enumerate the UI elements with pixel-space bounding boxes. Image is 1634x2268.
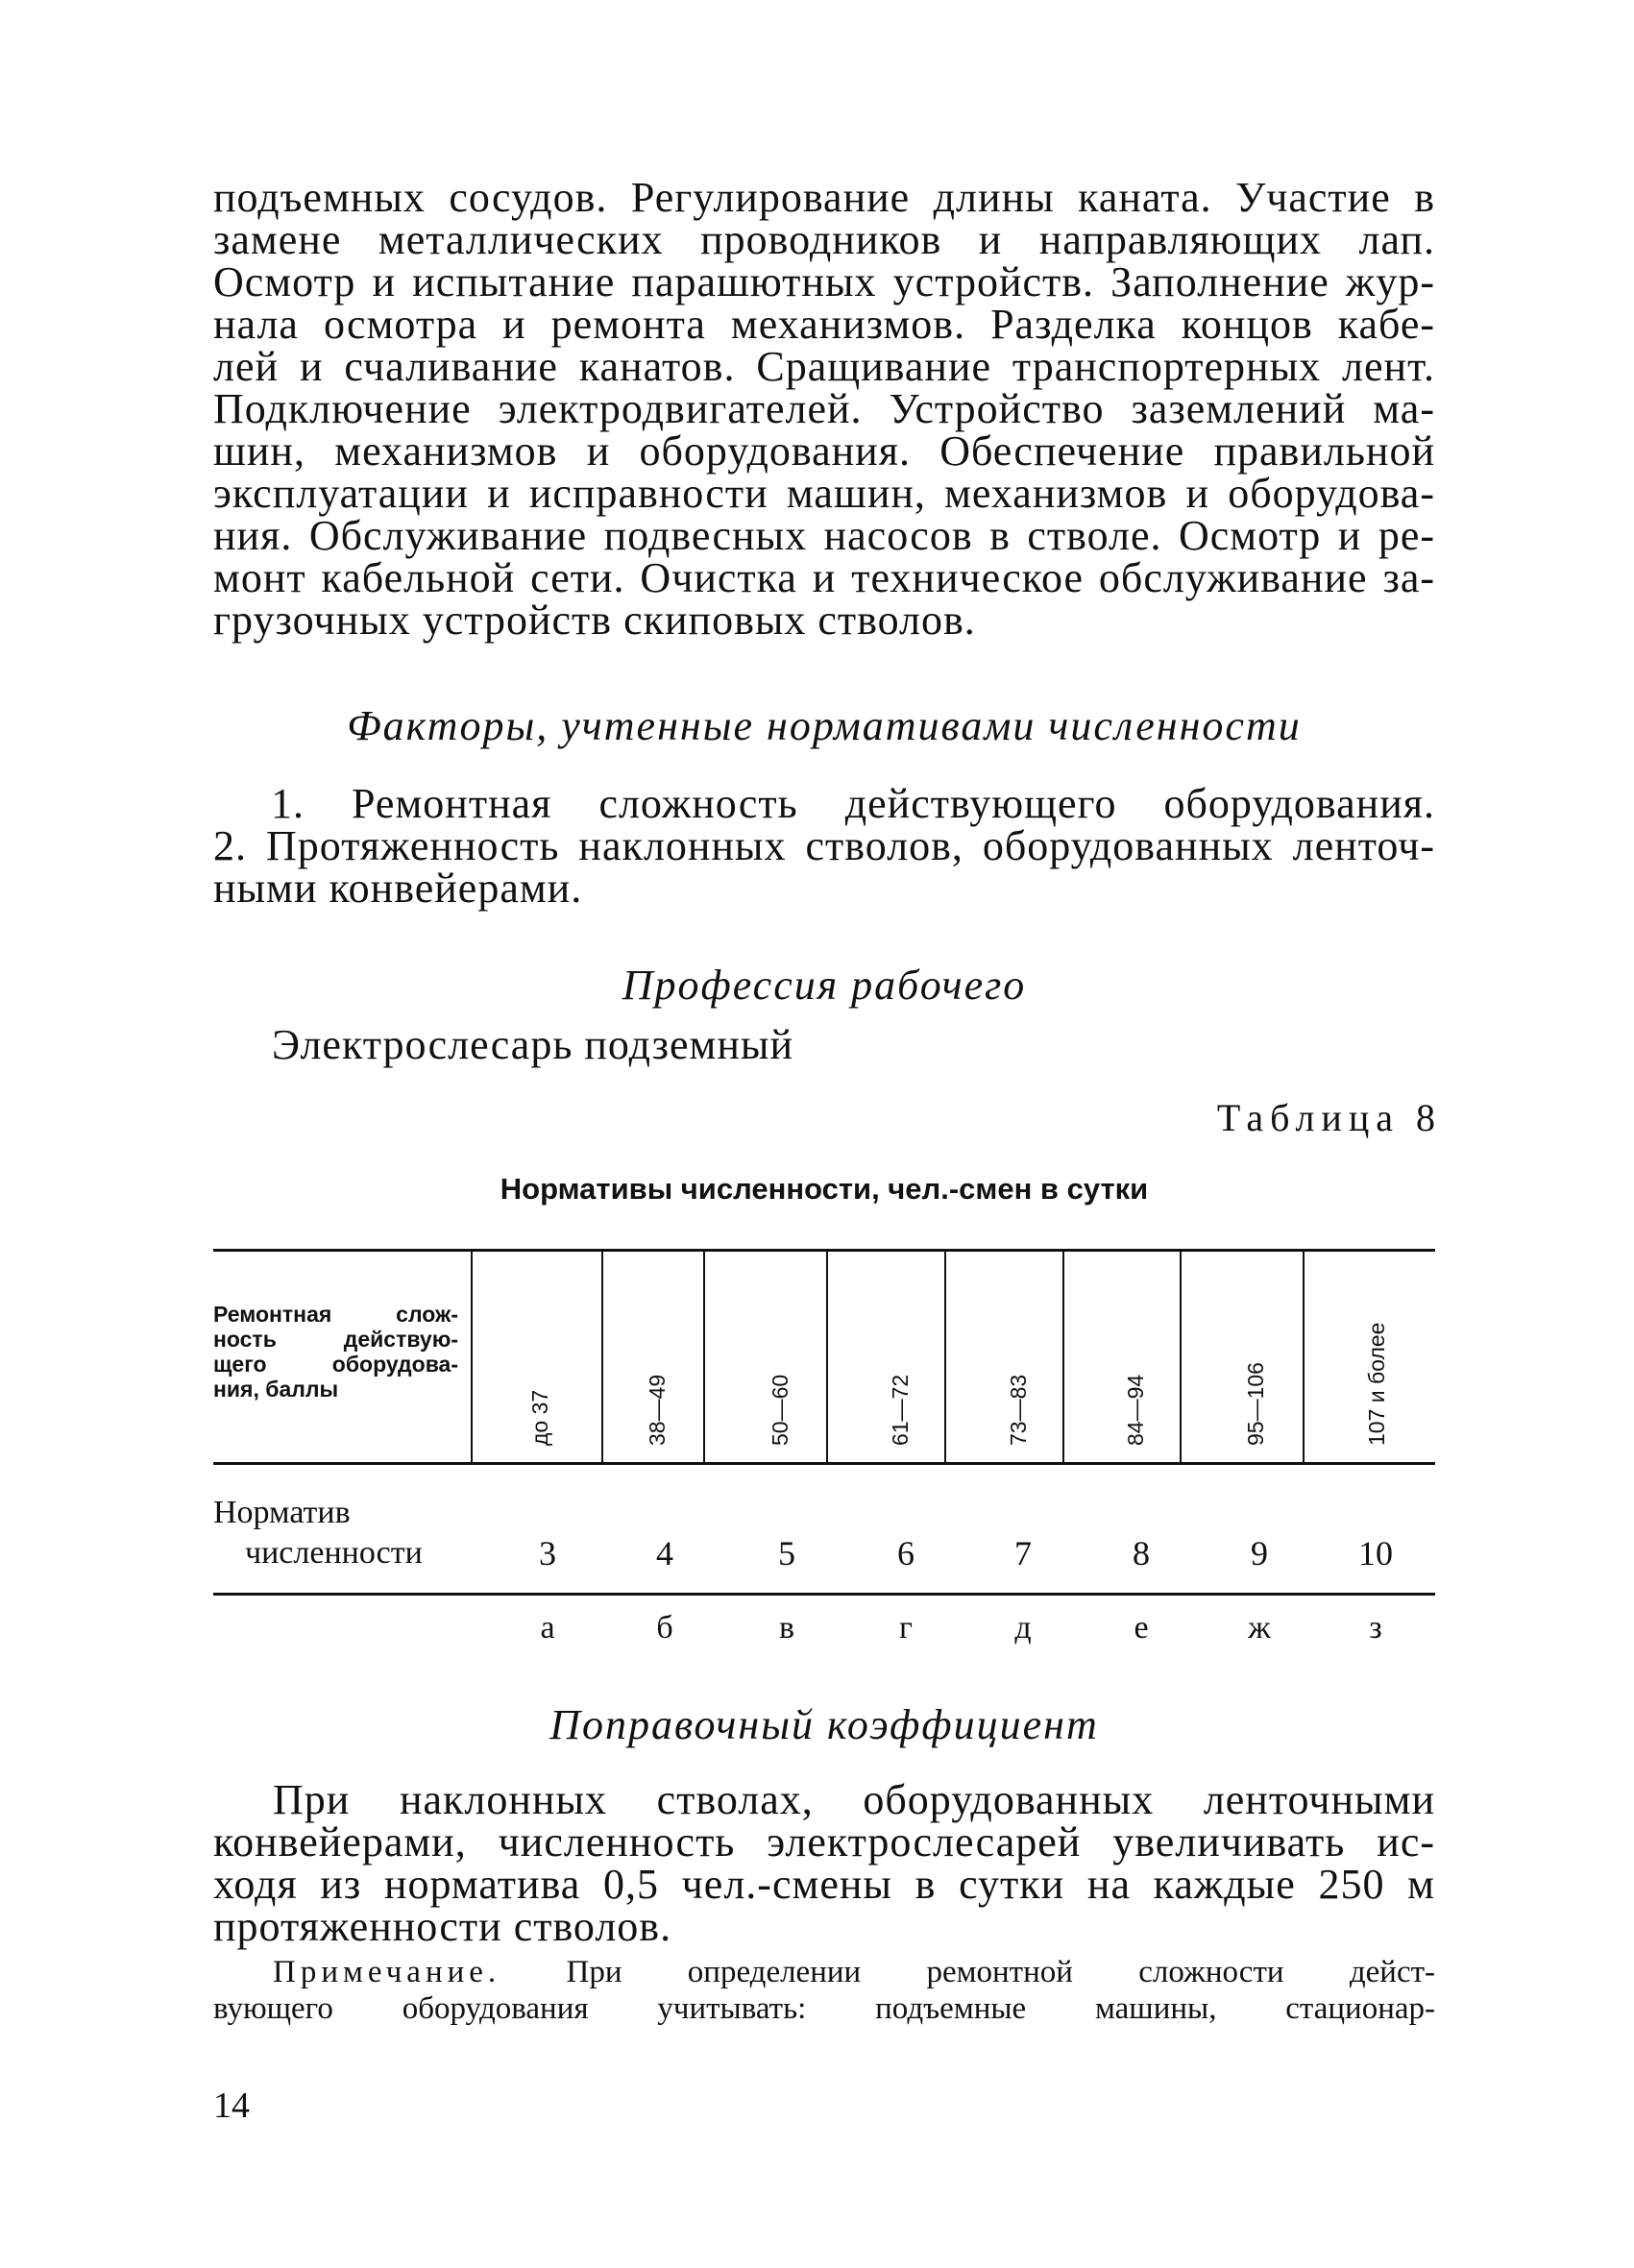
norm-label: Норматив	[213, 1495, 351, 1530]
column-divider	[601, 1252, 603, 1462]
factor-item: 2. Протяженность наклонных стволов, оборудованных ленточ-	[213, 822, 1435, 869]
profession-heading: Профессия рабочего	[622, 962, 1027, 1009]
text-line: замене металлических проводников и направляющих лап.	[213, 216, 1435, 263]
correction-heading: Поправочный коэффициент	[549, 1701, 1099, 1748]
text-line: шин, механизмов и оборудования. Обеспечение правильной	[213, 427, 1435, 475]
norm-value: 6	[897, 1534, 915, 1573]
norm-value: 7	[1014, 1534, 1032, 1573]
column-header: 73—83	[1006, 1374, 1031, 1446]
norm-value: 10	[1358, 1534, 1393, 1573]
column-divider	[471, 1252, 473, 1462]
text-line: лей и счаливание канатов. Сращивание транспортерных лент.	[213, 343, 1435, 390]
column-divider	[703, 1252, 705, 1462]
table-title: Нормативы численности, чел.-смен в сутки	[500, 1172, 1149, 1206]
column-code: д	[1014, 1610, 1032, 1646]
column-header: 61—72	[888, 1374, 913, 1446]
table-body-rule	[213, 1593, 1435, 1596]
factors-list	[213, 780, 1435, 912]
text-line: ходя из норматива 0,5 чел.-смены в сутки на каждые 250 м	[213, 1861, 1435, 1908]
column-divider	[1180, 1252, 1182, 1462]
row-header-line: Ремонтная слож-	[213, 1302, 458, 1327]
column-header: 107 и более	[1364, 1322, 1389, 1446]
note-label: Примечание.	[273, 1955, 501, 1989]
column-divider	[944, 1252, 946, 1462]
text-line: монт кабельной сети. Очистка и техническое обслуживание за-	[213, 554, 1435, 601]
text-line: ния. Обслуживание подвесных насосов в стволе. Осмотр и ре-	[213, 512, 1435, 559]
norm-value: 5	[778, 1534, 795, 1573]
column-divider	[826, 1252, 828, 1462]
note	[213, 1954, 1435, 2027]
column-code: в	[778, 1610, 795, 1646]
text-line: При наклонных стволах, оборудованных ленточными	[273, 1776, 1435, 1823]
row-header-line: ность действую-	[213, 1327, 458, 1352]
column-divider	[1062, 1252, 1064, 1462]
text-line: грузочных устройств скиповых стволов.	[213, 597, 976, 644]
text-line: подъемных сосудов. Регулирование длины каната. Участие в	[213, 174, 1435, 221]
row-header-line: щего оборудова-	[213, 1352, 458, 1377]
norm-value: 9	[1251, 1534, 1268, 1573]
column-code: б	[656, 1610, 673, 1646]
text-line: протяженности стволов.	[213, 1903, 672, 1950]
column-code: з	[1369, 1610, 1382, 1646]
profession-name: Электрослесарь подземный	[272, 1021, 793, 1068]
intro-paragraph	[213, 174, 1435, 644]
note-line: вующего оборудования учитывать: подъемные машины, стационар-	[213, 1991, 1435, 2026]
column-header: 38—49	[645, 1374, 670, 1446]
note-line	[213, 1954, 1435, 1990]
text-line: конвейерами, численность электрослесарей увеличивать ис-	[213, 1818, 1435, 1866]
norm-value: 3	[539, 1534, 556, 1573]
column-code: г	[899, 1610, 913, 1646]
note-text: При определении ремонтной сложности дейст-	[566, 1955, 1435, 1989]
row-header	[213, 1302, 458, 1402]
text-line: Осмотр и испытание парашютных устройств. Заполнение жур-	[213, 258, 1435, 305]
column-header: до 37	[527, 1389, 552, 1446]
column-header: 84—94	[1123, 1374, 1148, 1446]
text-line: нала осмотра и ремонта механизмов. Разделка концов кабе-	[213, 301, 1435, 348]
norm-label: численности	[245, 1535, 423, 1571]
table-header-rule	[213, 1462, 1435, 1465]
column-divider	[1303, 1252, 1305, 1462]
column-code: а	[540, 1610, 555, 1646]
norm-value: 8	[1133, 1534, 1150, 1573]
text-line: эксплуатации и исправности машин, механизмов и оборудова-	[213, 470, 1435, 517]
column-header: 95—106	[1243, 1362, 1268, 1446]
page-number: 14	[213, 2085, 250, 2126]
table-top-rule	[213, 1249, 1435, 1252]
factor-item: 1. Ремонтная сложность действующего оборудования.	[271, 780, 1435, 827]
column-code: е	[1134, 1610, 1149, 1646]
factor-item: ными конвейерами.	[213, 865, 583, 912]
column-code: ж	[1248, 1610, 1271, 1646]
row-header-line: ния, баллы	[213, 1377, 339, 1402]
factors-heading: Факторы, учтенные нормативами численности	[347, 702, 1302, 749]
norm-value: 4	[656, 1534, 673, 1573]
text-line: Подключение электродвигателей. Устройство заземлений ма-	[213, 385, 1435, 432]
table-number: Таблица 8	[1216, 1096, 1442, 1139]
column-header: 50—60	[768, 1374, 793, 1446]
correction-paragraph	[213, 1776, 1435, 1950]
